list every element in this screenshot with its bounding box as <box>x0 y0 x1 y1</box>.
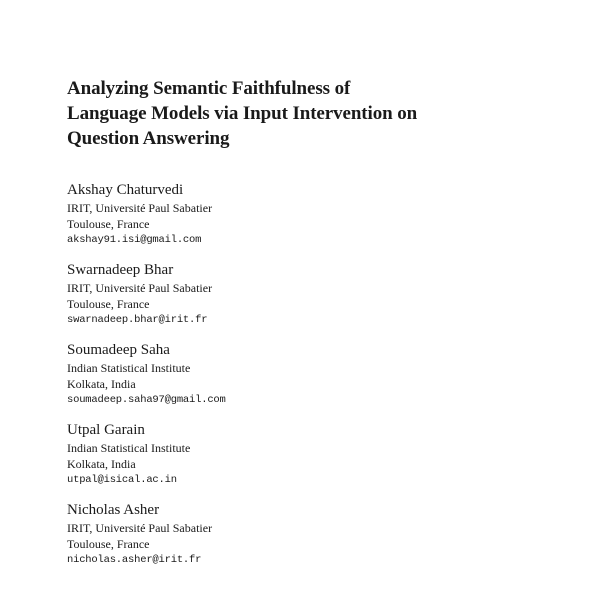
title-line: Language Models via Input Intervention on <box>67 103 418 124</box>
title-line: Analyzing Semantic Faithfulness of <box>67 78 351 99</box>
author-block <box>67 341 547 421</box>
author-block <box>67 261 547 341</box>
author-email[interactable]: utpal@isical.ac.in <box>67 474 177 486</box>
author-block <box>67 421 547 501</box>
author-name: Nicholas Asher <box>67 502 160 518</box>
author-affiliation: IRIT, Université Paul Sabatier <box>67 201 213 215</box>
author-name: Akshay Chaturvedi <box>67 182 184 198</box>
author-block <box>67 181 547 261</box>
author-email[interactable]: swarnadeep.bhar@irit.fr <box>67 314 208 326</box>
author-affiliation: IRIT, Université Paul Sabatier <box>67 281 213 295</box>
author-location: Kolkata, India <box>67 377 136 391</box>
author-email[interactable]: soumadeep.saha97@gmail.com <box>67 394 226 406</box>
author-email[interactable]: nicholas.asher@irit.fr <box>67 554 202 566</box>
author-location: Toulouse, France <box>67 217 150 231</box>
author-list <box>67 181 547 581</box>
author-location: Toulouse, France <box>67 537 150 551</box>
author-name: Swarnadeep Bhar <box>67 262 174 278</box>
author-name: Utpal Garain <box>67 422 145 438</box>
author-affiliation: IRIT, Université Paul Sabatier <box>67 521 213 535</box>
author-affiliation: Indian Statistical Institute <box>67 361 191 375</box>
author-name: Soumadeep Saha <box>67 342 170 358</box>
author-location: Toulouse, France <box>67 297 150 311</box>
author-affiliation: Indian Statistical Institute <box>67 441 191 455</box>
title-line: Question Answering <box>67 128 230 149</box>
paper-title <box>67 76 547 151</box>
author-block <box>67 501 547 581</box>
author-location: Kolkata, India <box>67 457 136 471</box>
author-email[interactable]: akshay91.isi@gmail.com <box>67 234 202 246</box>
